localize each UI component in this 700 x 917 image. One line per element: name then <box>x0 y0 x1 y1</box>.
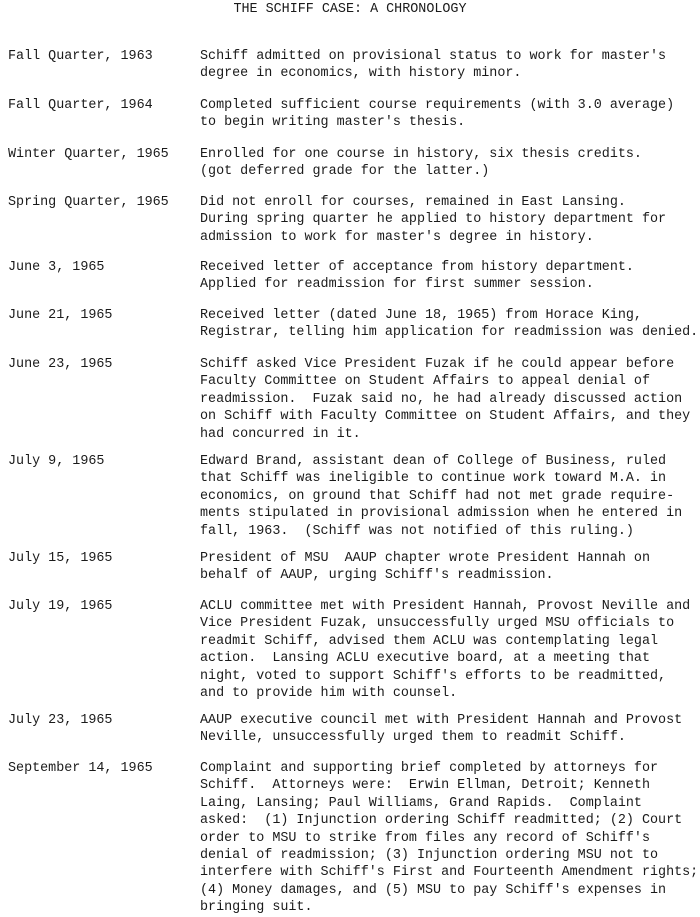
entry-date: July 9, 1965 <box>8 454 105 469</box>
description-line: on Schiff with Faculty Committee on Student Affairs, and they <box>200 409 691 425</box>
description-line: ACLU committee met with President Hannah, Provost Neville and <box>200 599 691 614</box>
description-line: behalf of AAUP, urging Schiff's readmission. <box>200 568 554 584</box>
description-line: Faculty Committee on Student Affairs to appeal denial of <box>200 374 650 390</box>
description-line: ments stipulated in provisional admission when he entered in <box>200 506 683 522</box>
description-line: Enrolled for one course in history, six thesis credits. <box>200 147 642 162</box>
entry-description <box>200 712 700 747</box>
description-line: fall, 1963. (Schiff was not notified of this ruling.) <box>200 523 634 539</box>
entry-description <box>200 760 700 917</box>
description-line: and to provide him with counsel. <box>200 686 458 702</box>
description-line: Schiff asked Vice President Fuzak if he could appear before <box>200 357 675 372</box>
entry-date: July 23, 1965 <box>8 713 113 728</box>
description-line: Received letter of acceptance from history department. <box>200 260 634 275</box>
description-line: Applied for readmission for first summer session. <box>200 277 594 293</box>
description-line: that Schiff was ineligible to continue work toward M.A. in <box>200 471 667 487</box>
description-line: night, voted to support Schiff's efforts to be readmitted, <box>200 668 667 684</box>
description-line: to begin writing master's thesis. <box>200 115 466 131</box>
entry-description <box>200 550 700 585</box>
entry-date: June 21, 1965 <box>8 308 113 323</box>
description-line: Edward Brand, assistant dean of College of Business, ruled <box>200 454 667 469</box>
description-line: bringing suit. <box>200 900 313 916</box>
entry-description <box>200 356 700 443</box>
entry-description <box>200 453 700 540</box>
entry-description <box>200 146 700 181</box>
entry-date: Fall Quarter, 1963 <box>8 49 153 64</box>
description-line: During spring quarter he applied to history department for <box>200 212 667 228</box>
entry-date: June 23, 1965 <box>8 357 113 372</box>
description-line: economics, on ground that Schiff had not met grade require- <box>200 488 675 504</box>
description-line: interfere with Schiff's First and Fourteenth Amendment rights; <box>200 865 699 881</box>
entry-date: June 3, 1965 <box>8 260 105 275</box>
description-line: Schiff admitted on provisional status to work for master's <box>200 49 667 64</box>
description-line: Neville, unsuccessfully urged them to readmit Schiff. <box>200 730 626 746</box>
description-line: denial of readmission; (3) Injunction ordering MSU not to <box>200 848 659 864</box>
entry-description <box>200 97 700 132</box>
description-line: degree in economics, with history minor. <box>200 66 522 82</box>
description-line: action. Lansing ACLU executive board, at a meeting that <box>200 651 650 667</box>
description-line: (4) Money damages, and (5) MSU to pay Schiff's expenses in <box>200 882 667 898</box>
entry-description <box>200 598 700 702</box>
description-line: Completed sufficient course requirements (with 3.0 average) <box>200 98 675 113</box>
entry-description <box>200 259 700 294</box>
entry-date: July 15, 1965 <box>8 551 113 566</box>
entry-date: July 19, 1965 <box>8 599 113 614</box>
entry-description <box>200 194 700 246</box>
entry-date: September 14, 1965 <box>8 761 153 776</box>
description-line: admission to work for master's degree in history. <box>200 229 594 245</box>
description-line: Received letter (dated June 18, 1965) from Horace King, <box>200 308 642 323</box>
description-line: had concurred in it. <box>200 426 361 442</box>
description-line: Vice President Fuzak, unsuccessfully urged MSU officials to <box>200 616 675 632</box>
description-line: Did not enroll for courses, remained in East Lansing. <box>200 195 626 210</box>
document-title: THE SCHIFF CASE: A CHRONOLOGY <box>233 2 467 17</box>
entry-date: Spring Quarter, 1965 <box>8 195 169 210</box>
description-line: readmission. Fuzak said no, he had already discussed action <box>200 391 683 407</box>
description-line: Laing, Lansing; Paul Williams, Grand Rapids. Complaint <box>200 795 642 811</box>
description-line: Registrar, telling him application for readmission was denied. <box>200 325 699 341</box>
description-line: Schiff. Attorneys were: Erwin Ellman, Detroit; Kenneth <box>200 778 650 794</box>
description-line: order to MSU to strike from files any record of Schiff's <box>200 830 650 846</box>
description-line: (got deferred grade for the latter.) <box>200 164 490 180</box>
entry-date: Winter Quarter, 1965 <box>8 147 169 162</box>
entry-date: Fall Quarter, 1964 <box>8 98 153 113</box>
description-line: asked: (1) Injunction ordering Schiff readmitted; (2) Court <box>200 813 683 829</box>
description-line: readmit Schiff, advised them ACLU was contemplating legal <box>200 633 659 649</box>
description-line: Complaint and supporting brief completed by attorneys for <box>200 761 659 776</box>
entry-description <box>200 307 700 342</box>
entry-description <box>200 48 700 83</box>
description-line: President of MSU AAUP chapter wrote President Hannah on <box>200 551 650 566</box>
description-line: AAUP executive council met with President Hannah and Provost <box>200 713 683 728</box>
